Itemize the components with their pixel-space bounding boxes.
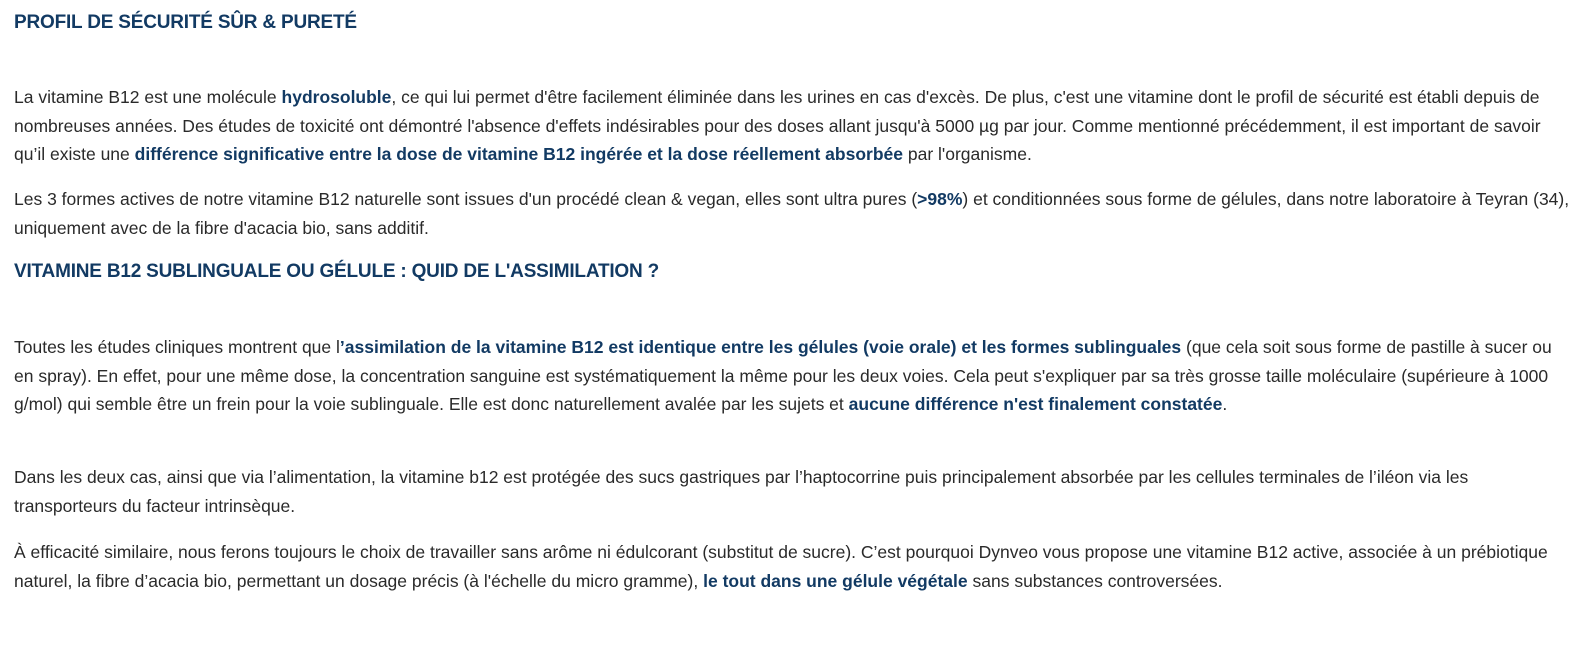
section-heading-assimilation: VITAMINE B12 SUBLINGUALE OU GÉLULE : QUID DE L'ASSIMILATION ? <box>14 261 660 282</box>
paragraph-product-choice <box>14 538 1575 595</box>
emphasis-vegetal-capsule: le tout dans une gélule végétale <box>703 570 968 591</box>
text-run: sans substances controversées. <box>967 570 1223 591</box>
text-run: , ce qui lui permet d'être facilement éliminée dans les urines en cas d'excès. De plus, c'est une vitamine dont le profil de sécurité est établi depuis de nombreuses années. Des études de toxicité ont démontré l'absence d'effets indésirables pour des doses allant jusqu'à 5000 µg par jour. Comme mentionné précédemment, il est important de savoir qu’il existe une <box>14 87 1541 164</box>
text-run: À efficacité similaire, nous ferons toujours le choix de travailler sans arôme ni édulcorant (substitut de sucre). C’est pourquoi Dynveo vous propose une vitamine B12 active, associée à un prébiotique naturel, la fibre d’acacia bio, permettant un dosage précis (à l'échelle du micro gramme), <box>14 542 1548 591</box>
emphasis-identical-assimilation: ’assimilation de la vitamine B12 est identique entre les gélules (voie orale) et les formes sublinguales <box>339 337 1182 357</box>
section-heading-safety: PROFIL DE SÉCURITÉ SÛR & PURETÉ <box>14 12 357 33</box>
paragraph-purity <box>14 185 1575 242</box>
emphasis-no-difference: aucune différence n'est finalement constatée <box>848 394 1223 414</box>
text-run: Toutes les études cliniques montrent que l <box>14 337 340 357</box>
text-run: par l'organisme. <box>903 144 1032 164</box>
text-run: . <box>1222 394 1228 414</box>
paragraph-clinical-studies <box>14 333 1575 419</box>
text-run: Les 3 formes actives de notre vitamine B12 naturelle sont issues d'un procédé clean & vegan, elles sont ultra pures ( <box>14 189 918 209</box>
emphasis-dose-difference: différence significative entre la dose de vitamine B12 ingérée et la dose réellement absorbée <box>134 144 903 164</box>
paragraph-safety-profile <box>14 83 1575 169</box>
emphasis-purity-percent: >98% <box>917 189 963 209</box>
text-run: Dans les deux cas, ainsi que via l’alimentation, la vitamine b12 est protégée des sucs gastriques par l’haptocorrine puis principalement absorbée par les cellules terminales de l’iléon via les transporteurs du facteur intrinsèque. <box>14 467 1469 516</box>
paragraph-absorption <box>14 463 1575 520</box>
text-run: La vitamine B12 est une molécule <box>14 87 282 107</box>
emphasis-hydrosoluble: hydrosoluble <box>281 87 392 107</box>
text-run: ) et conditionnées sous forme de gélules, dans notre laboratoire à Teyran (34), uniquement avec de la fibre d'acacia bio, sans additif. <box>14 189 1570 238</box>
text-run: (que cela soit sous forme de pastille à sucer ou en spray). En effet, pour une même dose, la concentration sanguine est systématiquement la même pour les deux voies. Cela peut s'expliquer par sa très grosse taille moléculaire (supérieure à 1000 g/mol) qui semble être un frein pour la voie sublinguale. Elle est donc naturellement avalée par les sujets et <box>14 337 1552 414</box>
